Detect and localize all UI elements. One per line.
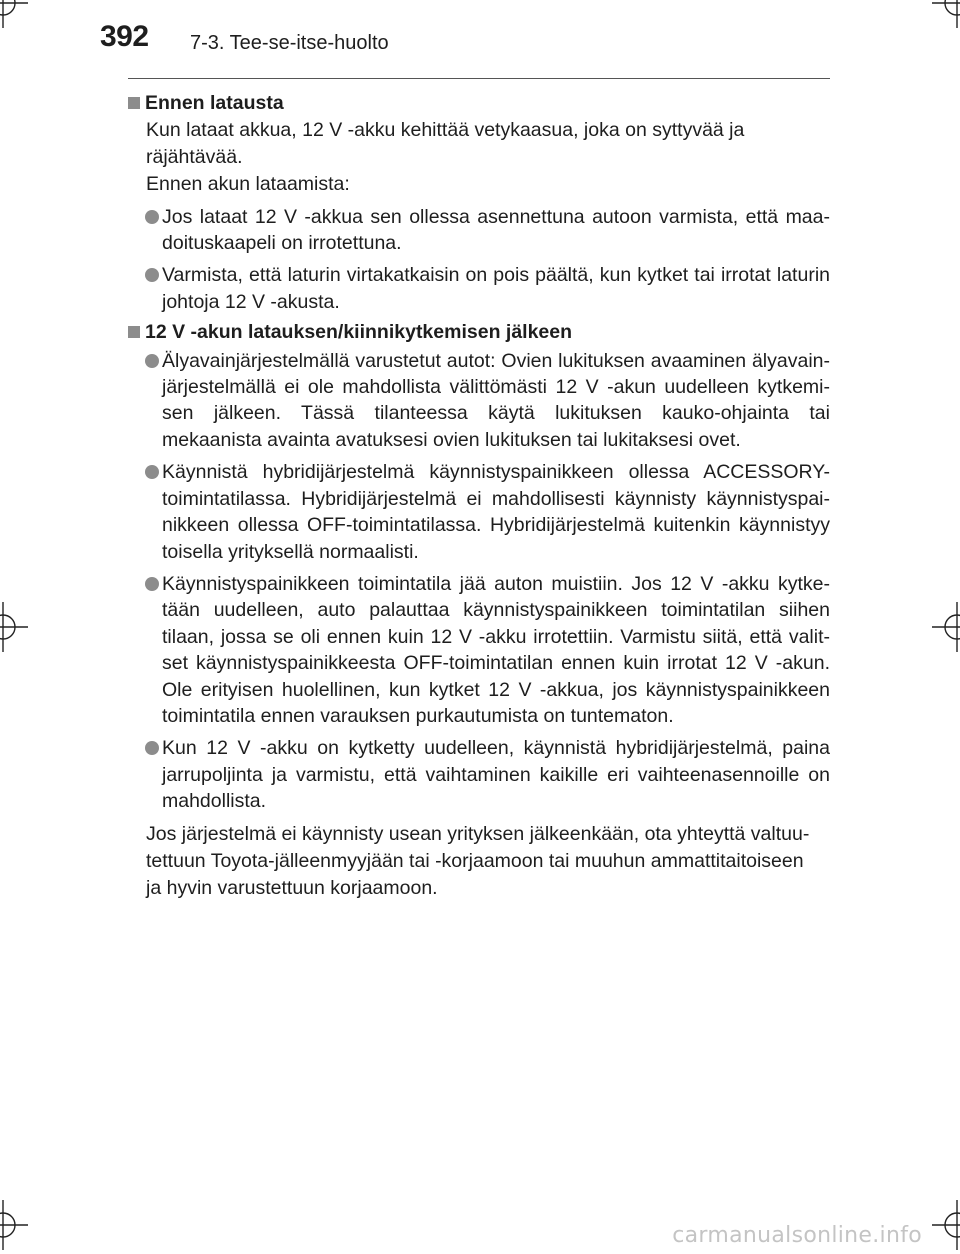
heading-text: Ennen latausta bbox=[145, 92, 284, 114]
bullet-item bbox=[128, 262, 830, 315]
section-header: 7-3. Tee-se-itse-huolto bbox=[190, 32, 389, 54]
page-number: 392 bbox=[100, 20, 149, 53]
bullet-item bbox=[128, 348, 830, 454]
bullet-text: Varmista, että laturin virtakatkaisin on pois päältä, kun kytket tai irrotat laturin johtoja 12 V -akusta. bbox=[162, 264, 830, 313]
bullet-text: Kun 12 V -akku on kytketty uudelleen, käynnistä hybridijärjestelmä, paina jarrupoljinta ja varmistu, että vaihtaminen kaikille eri vaihteenasennoille on mahdollista. bbox=[162, 737, 830, 813]
bullet-text: Käynnistyspainikkeen toimintatila jää auton muistiin. Jos 12 V -akku kytke-tään uudelleen, auto palauttaa käynnistyspainikkeen toimintatilan siihen tilaan, jossa se oli ennen kuin 12 V -akku irrotettiin. Varmistu siitä, että valit-set käynnistyspainikkeesta OFF-toimintatilan ennen kuin irrotat 12 V -akun. Ole erityisen huolellinen, kun kytket 12 V -akkua, jos käynnistyspainikkeen toimintatila ennen varauksen purkautumista on tuntematon. bbox=[162, 572, 830, 727]
square-bullet-icon bbox=[128, 326, 140, 338]
header-divider bbox=[128, 78, 830, 79]
registration-mark-icon bbox=[0, 0, 28, 28]
registration-mark-icon bbox=[932, 602, 960, 652]
circle-bullet-icon bbox=[145, 354, 159, 368]
registration-mark-icon bbox=[932, 1200, 960, 1250]
intro-line: Kun lataat akkua, 12 V -akku kehittää vetykaasua, joka on syttyvää ja räjähtävää. bbox=[146, 119, 745, 168]
circle-bullet-icon bbox=[145, 741, 159, 755]
intro-line: Ennen akun lataamista: bbox=[146, 173, 350, 196]
bullet-item bbox=[128, 459, 830, 565]
bullet-text: Käynnistä hybridijärjestelmä käynnistyspainikkeen ollessa ACCESSORY-toimintatilassa. Hybridijärjestelmä ei mahdollisesti käynnisty käynnistyspai-nikkeen ollessa OFF-toimintatilassa. Hybridijärjestelmä kuitenkin käynnistyy toisella yrityksellä normaalisti. bbox=[162, 461, 830, 563]
watermark: carmanualsonline.info bbox=[672, 1223, 922, 1248]
circle-bullet-icon bbox=[145, 577, 159, 591]
heading-text: 12 V -akun latauksen/kiinnikytkemisen jälkeen bbox=[145, 321, 573, 344]
square-bullet-icon bbox=[128, 97, 140, 109]
bullet-item bbox=[128, 571, 830, 729]
bullet-item bbox=[128, 735, 830, 814]
circle-bullet-icon bbox=[145, 210, 159, 224]
bullet-item bbox=[128, 204, 830, 257]
registration-mark-icon bbox=[932, 0, 960, 28]
bullet-text: Jos lataat 12 V -akkua sen ollessa asennettuna autoon varmista, että maa-doituskaapeli on irrotettuna. bbox=[162, 205, 830, 255]
circle-bullet-icon bbox=[145, 465, 159, 479]
bullet-text: Älyavainjärjestelmällä varustetut autot: Ovien lukituksen avaaminen älyavain-järjestelmällä ei ole mahdollista välittömästi 12 V -akun uudelleen kytkemi-sen jälkeen. Tässä tilanteessa käytä lukituksen kauko-ohjainta tai mekaanista avainta avatuksesi ovien lukituksen tai lukitaksesi ovet. bbox=[162, 349, 830, 451]
closing-line: Jos järjestelmä ei käynnisty usean yrityksen jälkeenkään, ota yhteyttä valtuu- bbox=[146, 822, 810, 845]
closing-line: tettuun Toyota-jälleenmyyjään tai -korjaamoon tai muuhun ammattitaitoiseen bbox=[146, 849, 804, 872]
heading-ennen-latausta bbox=[128, 90, 830, 116]
page-content bbox=[128, 88, 830, 902]
heading-lataus-jalkeen bbox=[128, 319, 830, 345]
registration-mark-icon bbox=[0, 1200, 28, 1250]
registration-mark-icon bbox=[0, 602, 28, 652]
circle-bullet-icon bbox=[145, 268, 159, 282]
closing-line: ja hyvin varustettuun korjaamoon. bbox=[146, 877, 438, 900]
